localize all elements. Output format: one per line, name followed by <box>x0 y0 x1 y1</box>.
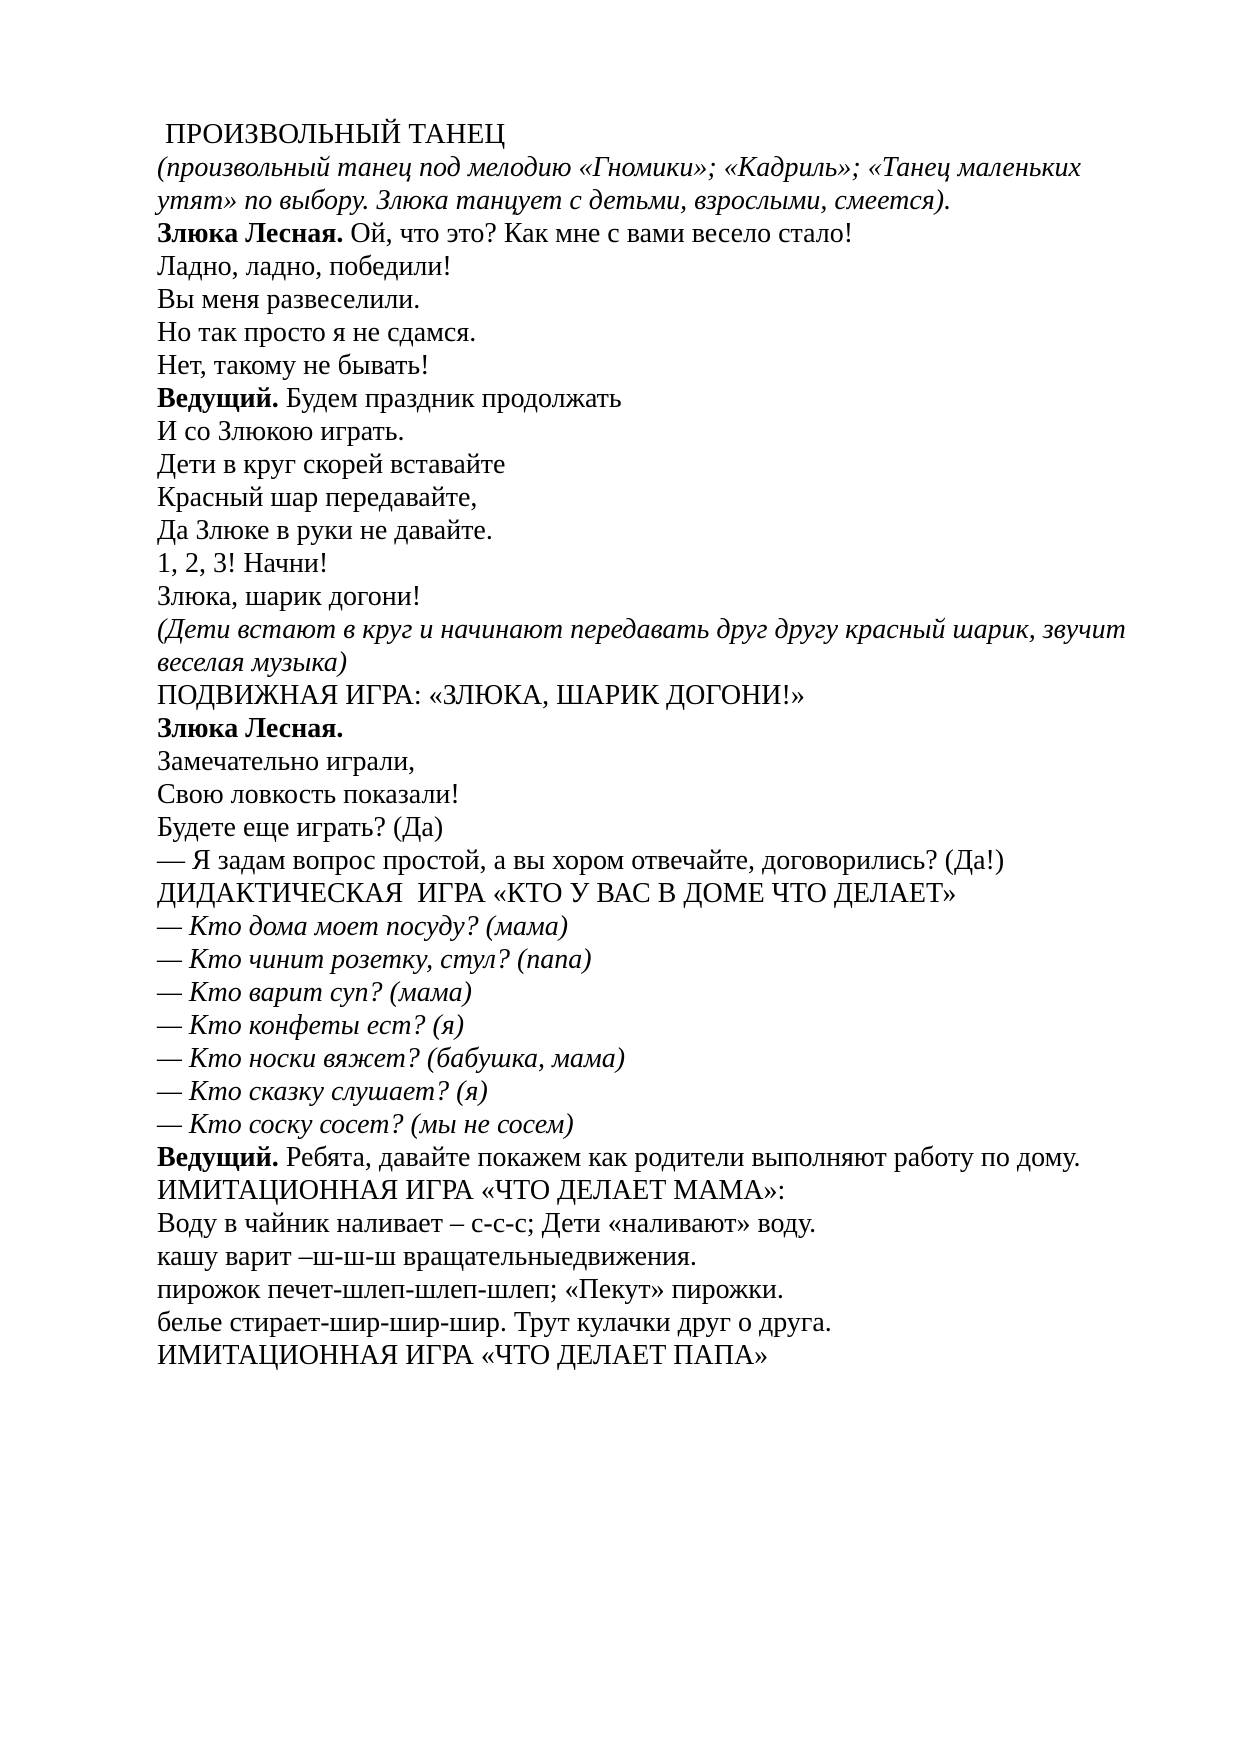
dialogue-line: Дети в круг скорей вставайте <box>157 449 506 480</box>
action-line: кашу варит –ш-ш-ш вращательныедвижения. <box>157 1241 697 1272</box>
heading-podvizhnaya-igra: ПОДВИЖНАЯ ИГРА: «ЗЛЮКА, ШАРИК ДОГОНИ!» <box>157 680 805 711</box>
dialogue-line: И со Злюкою играть. <box>157 416 405 447</box>
action-line: Воду в чайник наливает – с-с-с; Дети «наливают» воду. <box>157 1208 817 1239</box>
speaker-vedushchiy: Ведущий. <box>157 383 279 414</box>
dialogue-line: Да Злюке в руки не давайте. <box>157 515 493 546</box>
action-line: белье стирает-шир-шир-шир. Трут кулачки друг о друга. <box>157 1307 832 1338</box>
dialogue-line: Но так просто я не сдамся. <box>157 317 477 348</box>
question-item: — Кто варит суп? (мама) <box>157 977 472 1008</box>
dialogue-line: Нет, такому не бывать! <box>157 350 430 381</box>
stage-direction-dance: (произвольный танец под мелодию «Гномики»; «Кадриль»; «Танец маленьких утят» по выбору. Злюка танцует с детьми, взрослыми, смеется). <box>157 152 1081 216</box>
question-item: — Кто конфеты ест? (я) <box>157 1010 465 1041</box>
question-item: — Кто чинит розетку, стул? (папа) <box>157 944 592 975</box>
dialogue-line: Вы меня развеселили. <box>157 284 421 315</box>
heading-imitacionnaya-igra-papa: ИМИТАЦИОННАЯ ИГРА «ЧТО ДЕЛАЕТ ПАПА» <box>157 1340 769 1371</box>
question-item: — Кто сказку слушает? (я) <box>157 1076 488 1107</box>
dialogue-line: 1, 2, 3! Начни! <box>157 548 329 579</box>
dialogue-line <box>157 382 1152 415</box>
dialogue-line: Свою ловкость показали! <box>157 779 460 810</box>
heading-imitacionnaya-igra-mama: ИМИТАЦИОННАЯ ИГРА «ЧТО ДЕЛАЕТ МАМА»: <box>157 1175 786 1206</box>
speaker-vedushchiy: Ведущий. <box>157 1142 279 1173</box>
stage-direction-ball-game: (Дети встают в круг и начинают передавать друг другу красный шарик, звучит веселая музыка) <box>157 614 1126 678</box>
document-title: ПРОИЗВОЛЬНЫЙ ТАНЕЦ <box>165 118 506 150</box>
dialogue-line: Красный шар передавайте, <box>157 482 478 513</box>
dialogue-line <box>157 712 1152 745</box>
question-item: — Кто носки вяжет? (бабушка, мама) <box>157 1043 626 1074</box>
dialogue-line: Ладно, ладно, победили! <box>157 251 452 282</box>
dialogue-line: Будете еще играть? (Да) <box>157 812 444 843</box>
action-line: пирожок печет-шлеп-шлеп-шлеп; «Пекут» пирожки. <box>157 1274 784 1305</box>
dialogue-line: Злюка, шарик догони! <box>157 581 422 612</box>
dialogue-line <box>157 1141 1152 1174</box>
dialogue-line <box>157 217 1152 250</box>
question-item: — Кто дома моет посуду? (мама) <box>157 911 569 942</box>
speaker-zlyuka: Злюка Лесная. <box>157 218 344 249</box>
dialogue-text: Ой, что это? Как мне с вами весело стало! <box>350 218 854 249</box>
question-item: — Кто соску сосет? (мы не сосем) <box>157 1109 574 1140</box>
dialogue-text: Будем праздник продолжать <box>285 383 622 414</box>
dialogue-text: Ребята, давайте покажем как родители выполняют работу по дому. <box>285 1142 1081 1173</box>
speaker-zlyuka: Злюка Лесная. <box>157 713 344 744</box>
heading-didakticheskaya-igra: ДИДАКТИЧЕСКАЯ ИГРА «КТО У ВАС В ДОМЕ ЧТО ДЕЛАЕТ» <box>157 878 957 909</box>
question-intro-line: — Я задам вопрос простой, а вы хором отвечайте, договорились? (Да!) <box>157 845 1005 876</box>
dialogue-line: Замечательно играли, <box>157 746 416 777</box>
